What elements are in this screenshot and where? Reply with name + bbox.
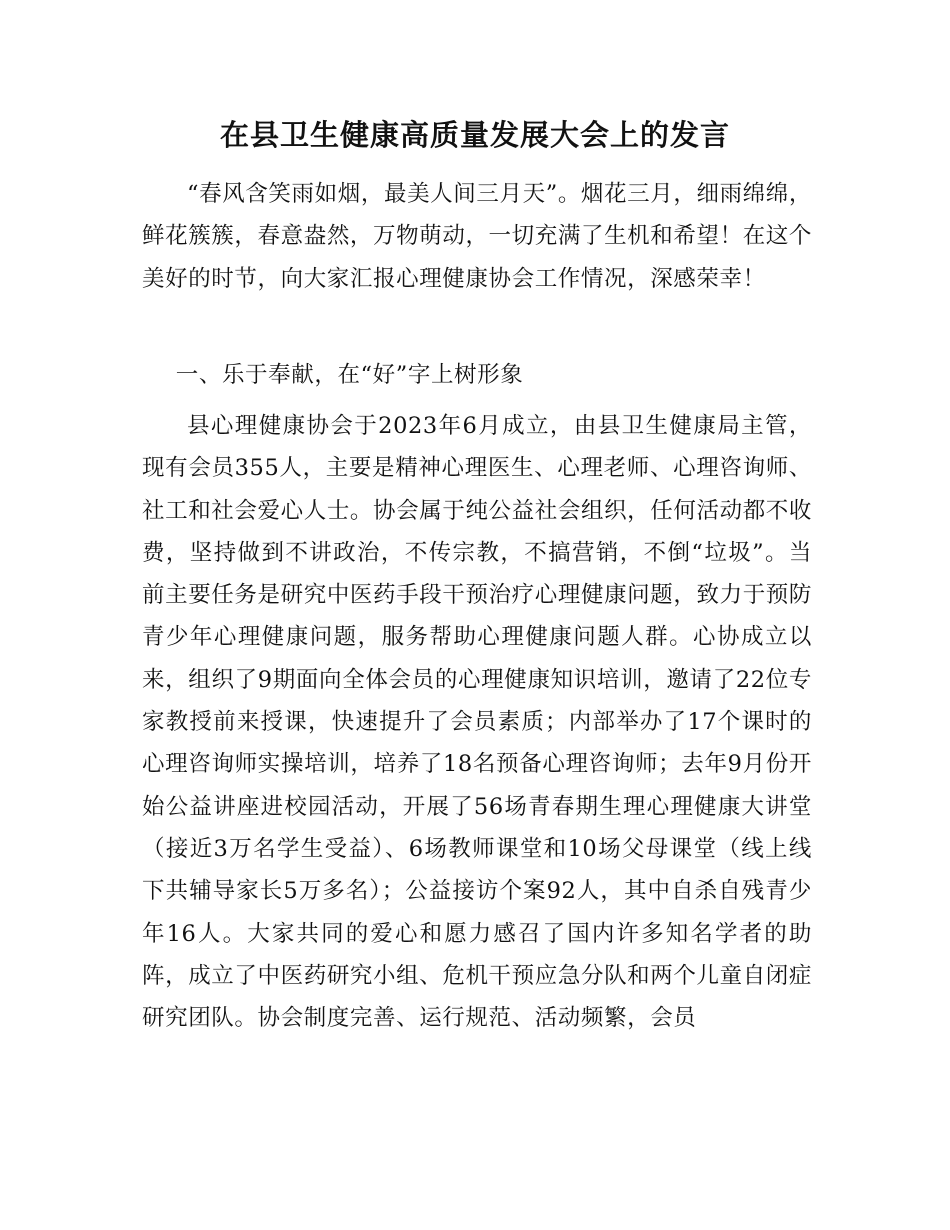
opening-paragraph: “春风含笑雨如烟，最美人间三月天”。烟花三月，细雨绵绵，鲜花簇簇，春意盎然，万物萌动，一切充满了生机和希望！在这个美好的时节，向大家汇报心理健康协会工作情况，深感荣幸！ (142, 181, 812, 292)
document-title: 在县卫生健康高质量发展大会上的发言 (219, 118, 730, 152)
section-heading: 一、乐于奉献，在“好”字上树形象 (175, 362, 524, 388)
body-paragraph: 县心理健康协会于2023年6月成立，由县卫生健康局主管，现有会员355人，主要是精神心理医生、心理老师、心理咨询师、社工和社会爱心人士。协会属于纯公益社会组织，任何活动都不收费，坚持做到不讲政治，不传宗教，不搞营销，不倒“垃圾”。当前主要任务是研究中医药手段干预治疗心理健康问题，致力于预防青少年心理健康问题，服务帮助心理健康问题人群。心协成立以来，组织了9期面向全体会员的心理健康知识培训，邀请了22位专家教授前来授课，快速提升了会员素质；内部举办了17个课时的心理咨询师实操培训，培养了18名预备心理咨询师；去年9月份开始公益讲座进校园活动，开展了56场青春期生理心理健康大讲堂（接近3万名学生受益）、6场教师课堂和10场父母课堂（线上线下共辅导家长5万多名）；公益接访个案92人，其中自杀自残青少年16人。大家共同的爱心和愿力感召了国内许多知名学者的助阵，成立了中医药研究小组、危机干预应急分队和两个儿童自闭症研究团队。协会制度完善、运行规范、活动频繁，会员 (142, 413, 812, 1032)
